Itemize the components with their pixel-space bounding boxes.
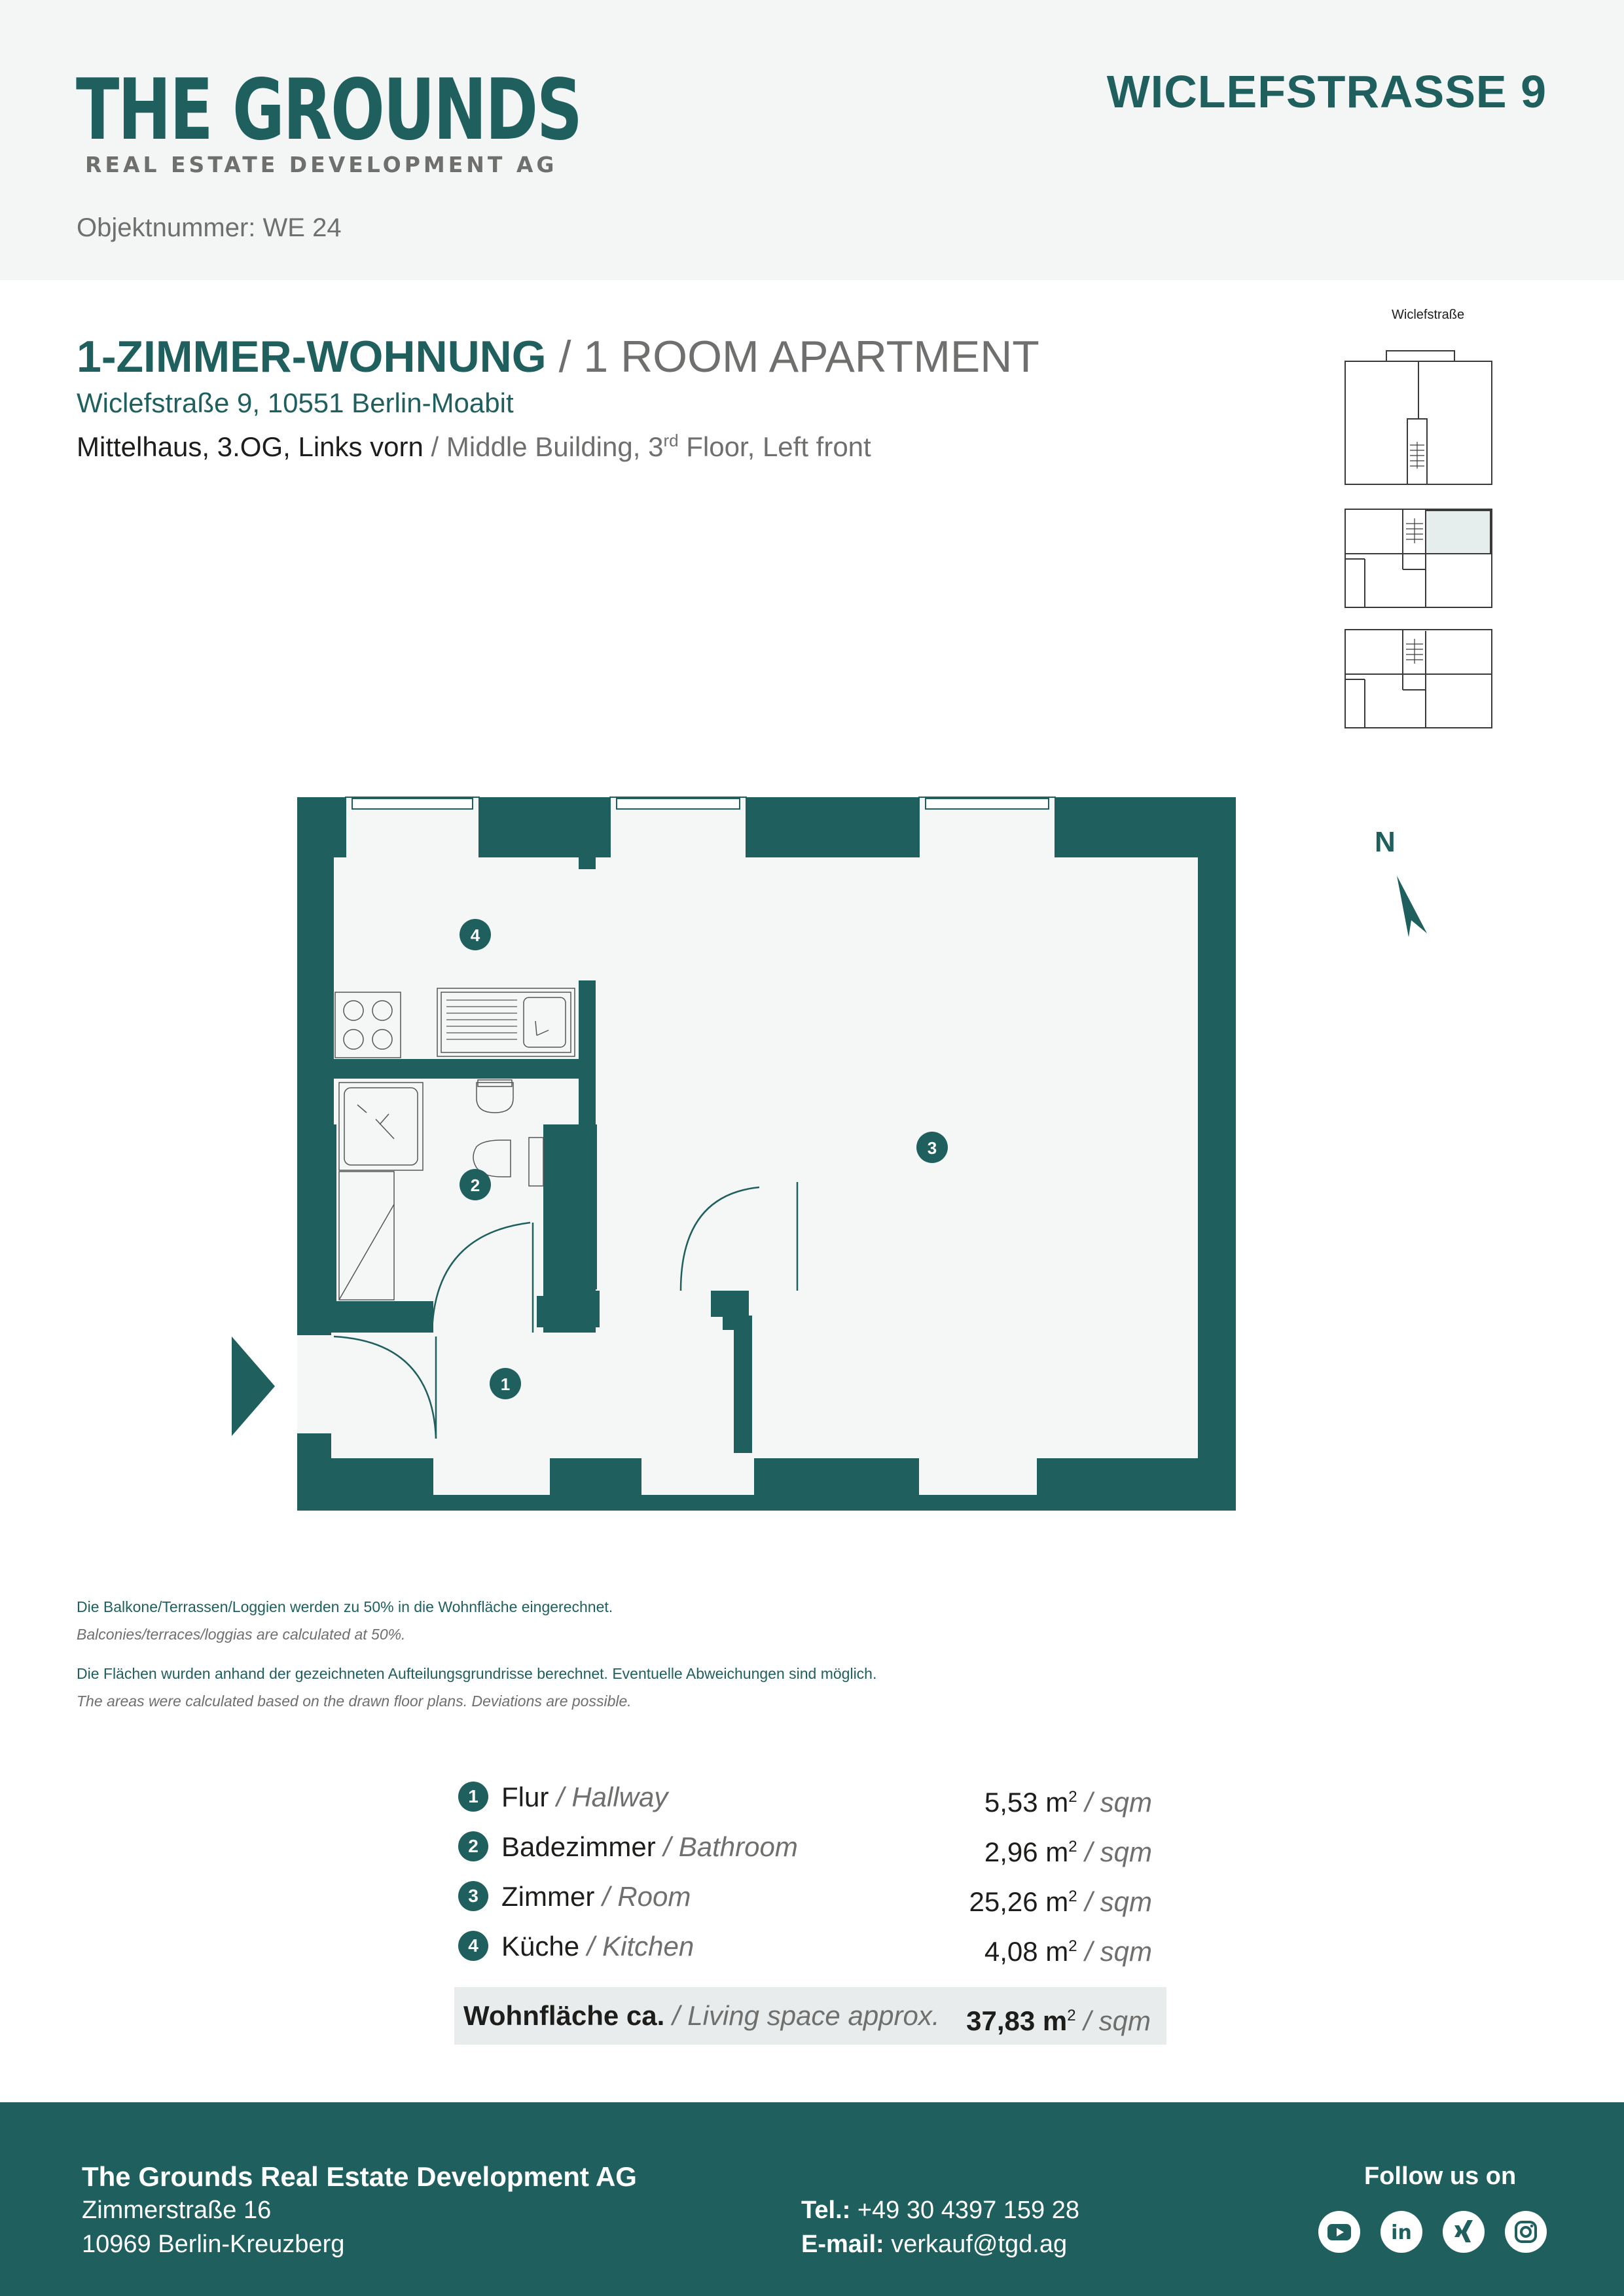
footer-company: The Grounds Real Estate Development AG bbox=[82, 2161, 637, 2192]
room-badge-4 bbox=[460, 919, 491, 950]
room-name-en: / Hallway bbox=[549, 1782, 668, 1812]
room-badge-2-label: 2 bbox=[470, 1175, 480, 1195]
room-name-de: Zimmer bbox=[501, 1881, 595, 1912]
room-area-unit-en: / sqm bbox=[1077, 1837, 1152, 1867]
instagram-icon[interactable] bbox=[1505, 2211, 1547, 2253]
room-name-de: Flur bbox=[501, 1782, 549, 1812]
apartment-title bbox=[77, 331, 1039, 382]
room-number-badge: 4 bbox=[458, 1931, 488, 1961]
apartment-address: Wiclefstraße 9, 10551 Berlin-Moabit bbox=[77, 387, 514, 418]
room-area-value: 5,53 m bbox=[984, 1787, 1069, 1818]
location-en-pre: / Middle Building, 3 bbox=[423, 431, 664, 462]
compass-label: N bbox=[1375, 826, 1396, 858]
total-area-sup: 2 bbox=[1067, 2007, 1076, 2024]
room-name bbox=[501, 1778, 668, 1817]
footer-city: 10969 Berlin-Kreuzberg bbox=[82, 2231, 345, 2258]
object-number: Objektnummer: WE 24 bbox=[77, 213, 342, 242]
location-en-post: Floor, Left front bbox=[678, 431, 871, 462]
total-label bbox=[463, 1987, 940, 2045]
total-label-en: / Living space approx. bbox=[664, 2000, 940, 2031]
apartment-title-de: 1-ZIMMER-WOHNUNG bbox=[77, 332, 547, 382]
total-value bbox=[966, 1987, 1151, 2050]
room-row-room bbox=[458, 1877, 1152, 1916]
room-number-badge: 1 bbox=[458, 1782, 488, 1812]
apartment-location bbox=[77, 431, 871, 463]
room-area-unit-en: / sqm bbox=[1077, 1787, 1152, 1818]
page-header bbox=[0, 0, 1624, 280]
room-name-en: / Bathroom bbox=[655, 1831, 798, 1862]
room-name-en: / Room bbox=[594, 1881, 691, 1912]
location-en-sup: rd bbox=[663, 431, 679, 450]
footer-street: Zimmerstraße 16 bbox=[82, 2197, 272, 2224]
total-living-space bbox=[454, 1987, 1166, 2045]
note-areas-de: Die Flächen wurden anhand der gezeichneten Aufteilungsgrundrisse berechnet. Eventuelle Abweichungen sind möglich. bbox=[77, 1665, 877, 1682]
room-area-sup: 2 bbox=[1068, 1838, 1077, 1856]
room-row-kitchen bbox=[458, 1927, 1152, 1966]
room-name-en: / Kitchen bbox=[579, 1931, 695, 1962]
room-area bbox=[984, 1827, 1152, 1872]
company-logo-subtitle: REAL ESTATE DEVELOPMENT AG bbox=[85, 152, 558, 177]
room-area-value: 4,08 m bbox=[984, 1936, 1069, 1967]
footer-email-label: E-mail: bbox=[801, 2231, 884, 2258]
room-area-value: 2,96 m bbox=[984, 1837, 1069, 1867]
room-area-sup: 2 bbox=[1068, 1888, 1077, 1905]
xing-icon[interactable] bbox=[1443, 2211, 1485, 2253]
floor-plan bbox=[229, 792, 1250, 1512]
room-number-badge: 3 bbox=[458, 1881, 488, 1911]
room-area-unit-en: / sqm bbox=[1077, 1936, 1152, 1967]
company-logo: THE GROUNDS bbox=[76, 62, 581, 159]
note-areas-en: The areas were calculated based on the drawn floor plans. Deviations are possible. bbox=[77, 1693, 632, 1710]
room-area bbox=[984, 1927, 1152, 1971]
room-badge-4-label: 4 bbox=[470, 925, 480, 945]
room-area-value: 25,26 m bbox=[969, 1886, 1069, 1917]
footer-follow-label: Follow us on bbox=[1364, 2162, 1517, 2190]
room-badge-1-label: 1 bbox=[500, 1374, 511, 1394]
total-unit-en: / sqm bbox=[1075, 2005, 1151, 2036]
total-label-de: Wohnfläche ca. bbox=[463, 2000, 665, 2031]
north-arrow-icon bbox=[1388, 870, 1434, 942]
note-balcony-en: Balconies/terraces/loggias are calculated at 50%. bbox=[77, 1626, 406, 1643]
room-badge-2 bbox=[460, 1169, 491, 1200]
room-name bbox=[501, 1877, 691, 1916]
room-badge-1 bbox=[490, 1368, 521, 1399]
footer-email bbox=[801, 2231, 1067, 2259]
room-row-bathroom bbox=[458, 1827, 1152, 1867]
youtube-icon[interactable] bbox=[1318, 2211, 1360, 2253]
footer-tel-label: Tel.: bbox=[801, 2197, 851, 2224]
footer-tel bbox=[801, 2197, 1079, 2225]
room-row-hallway bbox=[458, 1778, 1152, 1817]
total-area: 37,83 m bbox=[966, 2005, 1068, 2036]
footer-email-address[interactable]: verkauf@tgd.ag bbox=[884, 2231, 1068, 2258]
room-area bbox=[969, 1877, 1152, 1922]
building-keyplan bbox=[1342, 347, 1499, 733]
note-balcony-de: Die Balkone/Terrassen/Loggien werden zu 50% in die Wohnfläche eingerechnet. bbox=[77, 1598, 613, 1615]
footer-tel-number[interactable]: +49 30 4397 159 28 bbox=[850, 2197, 1080, 2224]
page-footer bbox=[0, 2102, 1624, 2296]
linkedin-icon[interactable] bbox=[1380, 2211, 1422, 2253]
room-name-de: Küche bbox=[501, 1931, 580, 1962]
room-area-sup: 2 bbox=[1068, 1937, 1077, 1955]
room-name bbox=[501, 1927, 694, 1966]
apartment-title-en: / 1 ROOM APARTMENT bbox=[546, 332, 1039, 382]
svg-text:in: in bbox=[1391, 2221, 1412, 2244]
street-heading: WICLEFSTRASSE 9 bbox=[1106, 66, 1547, 117]
location-de: Mittelhaus, 3.OG, Links vorn bbox=[77, 431, 424, 462]
room-name-de: Badezimmer bbox=[501, 1831, 656, 1862]
room-area-unit-en: / sqm bbox=[1077, 1886, 1152, 1917]
entrance-arrow-icon bbox=[232, 1336, 275, 1436]
room-area-sup: 2 bbox=[1068, 1788, 1077, 1806]
room-number-badge: 2 bbox=[458, 1831, 488, 1861]
room-name bbox=[501, 1827, 798, 1867]
room-badge-3-label: 3 bbox=[927, 1138, 937, 1158]
room-area bbox=[984, 1778, 1152, 1822]
keyplan-street-label: Wiclefstraße bbox=[1392, 308, 1465, 322]
room-badge-3 bbox=[916, 1132, 948, 1163]
